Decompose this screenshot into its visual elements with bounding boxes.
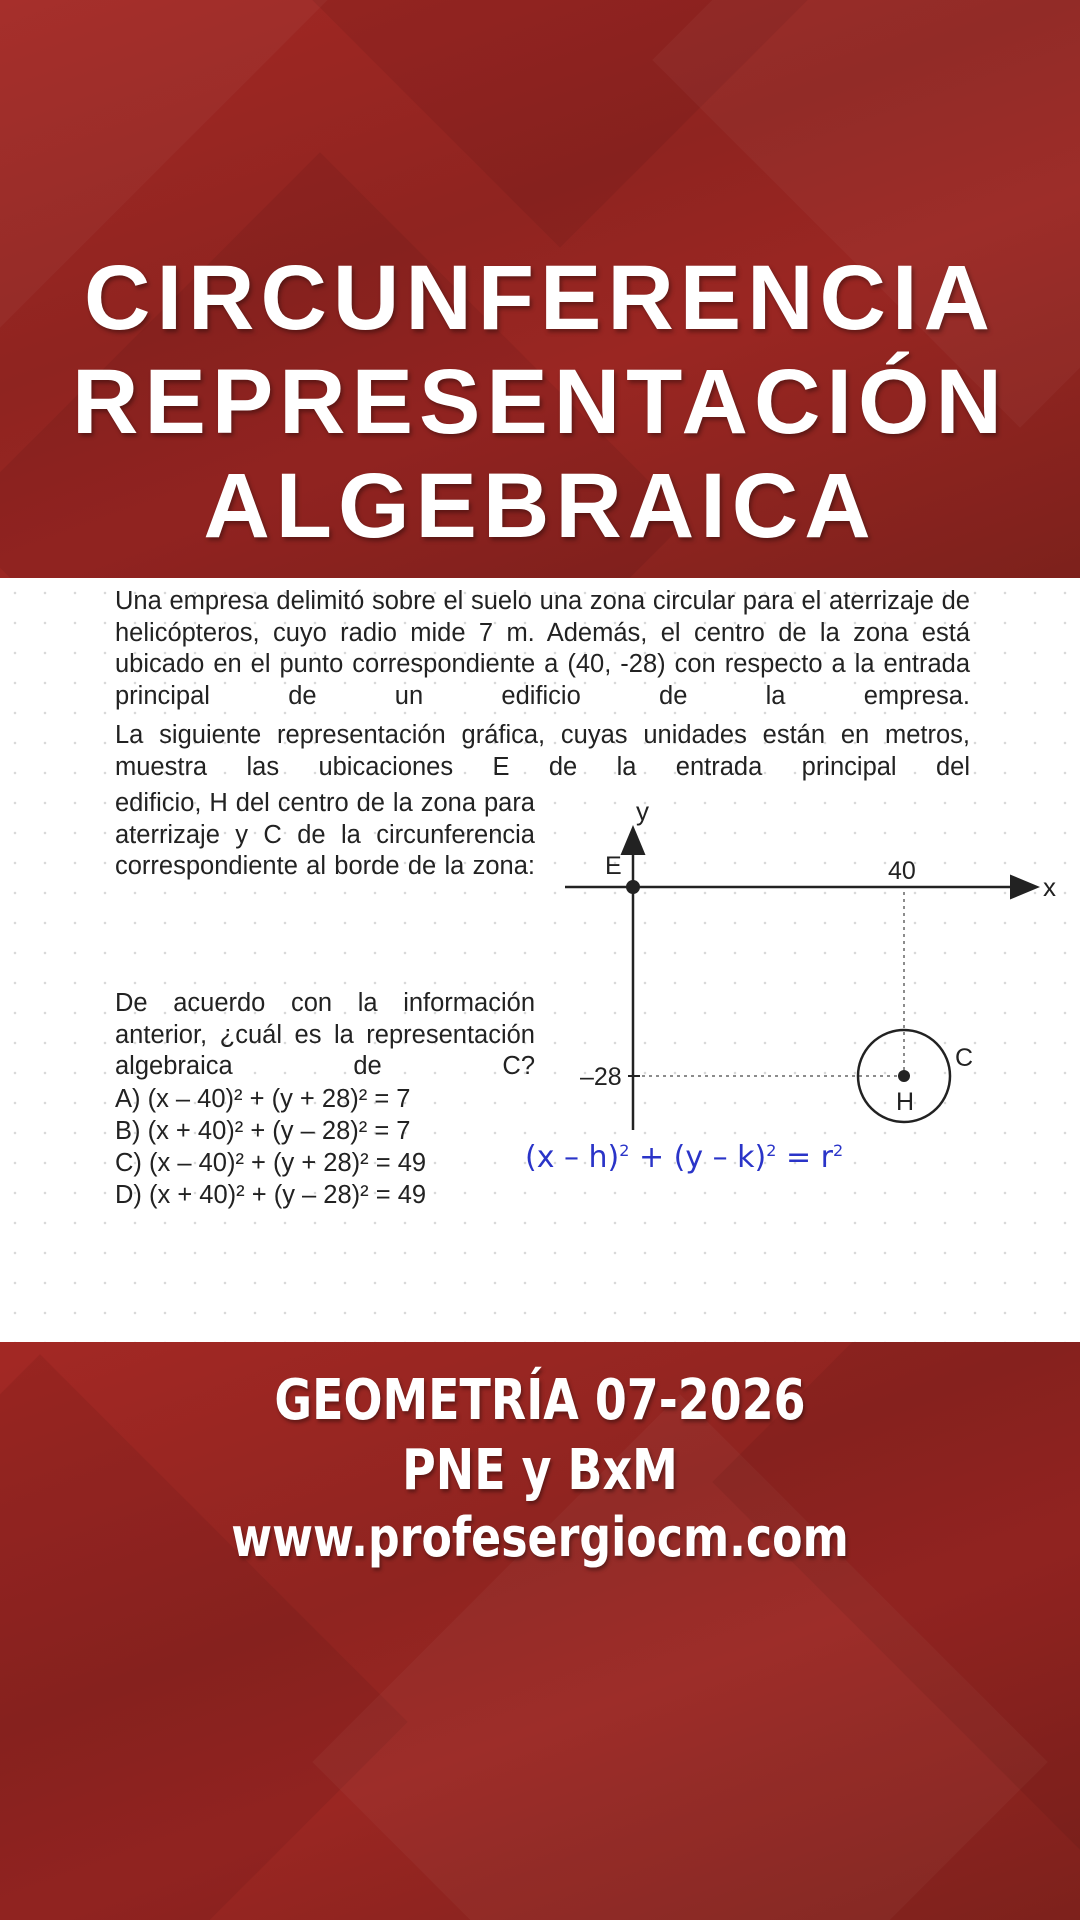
formula-exp-1: 2	[619, 1141, 630, 1160]
title-line-3: ALGEBRAICA	[203, 455, 877, 557]
problem-paragraph-1: Una empresa delimitó sobre el suelo una zona circular para el aterrizaje de helicópteros, cuyo radio mide 7 m. Además, el centro de la zona está ubicado en el punto correspondiente a (40, -28) con respecto a la entrada principal de un edificio de la empresa.	[115, 587, 970, 710]
title-line-2: REPRESENTACIÓN	[72, 351, 1008, 453]
option-a: A) (x – 40)² + (y + 28)² = 7	[115, 1085, 411, 1113]
formula-base: (x – h)	[525, 1140, 620, 1175]
footer-website[interactable]: www.profesergiocm.com	[231, 1506, 849, 1569]
x-axis-label: x	[1043, 872, 1056, 902]
circle-equation	[525, 1140, 843, 1175]
problem-paragraph-2: La siguiente representación gráfica, cuyas unidades están en metros, muestra las ubicaciones E de la entrada principal del	[115, 721, 970, 781]
question-text: De acuerdo con la información anterior, ¿cuál es la representación algebraica de C?	[115, 989, 535, 1080]
footer-course: GEOMETRÍA 07-2026	[274, 1368, 806, 1433]
option-d: D) (x + 40)² + (y – 28)² = 49	[115, 1181, 427, 1209]
y-axis-label: y	[636, 796, 649, 826]
option-b: B) (x + 40)² + (y – 28)² = 7	[115, 1117, 411, 1145]
tick-y-label: –28	[580, 1063, 622, 1091]
formula-end: = r	[776, 1140, 833, 1175]
footer-tags: PNE y BxM	[402, 1438, 678, 1503]
circle-c-label: C	[955, 1044, 974, 1072]
tick-x-label: 40	[888, 857, 916, 885]
point-h-label: H	[896, 1088, 915, 1116]
formula-exp-3: 2	[833, 1141, 844, 1160]
formula-exp-2: 2	[766, 1141, 777, 1160]
title-line-1: CIRCUNFERENCIA	[84, 247, 996, 349]
option-c: C) (x – 40)² + (y + 28)² = 49	[115, 1149, 427, 1177]
point-h	[898, 1070, 910, 1082]
point-e	[626, 880, 640, 894]
problem-paragraph-2-cont: edificio, H del centro de la zona para aterrizaje y C de la circunferencia correspondiente al borde de la zona:	[115, 789, 535, 880]
formula-middle: + (y – k)	[629, 1140, 767, 1175]
point-e-label: E	[605, 852, 622, 880]
